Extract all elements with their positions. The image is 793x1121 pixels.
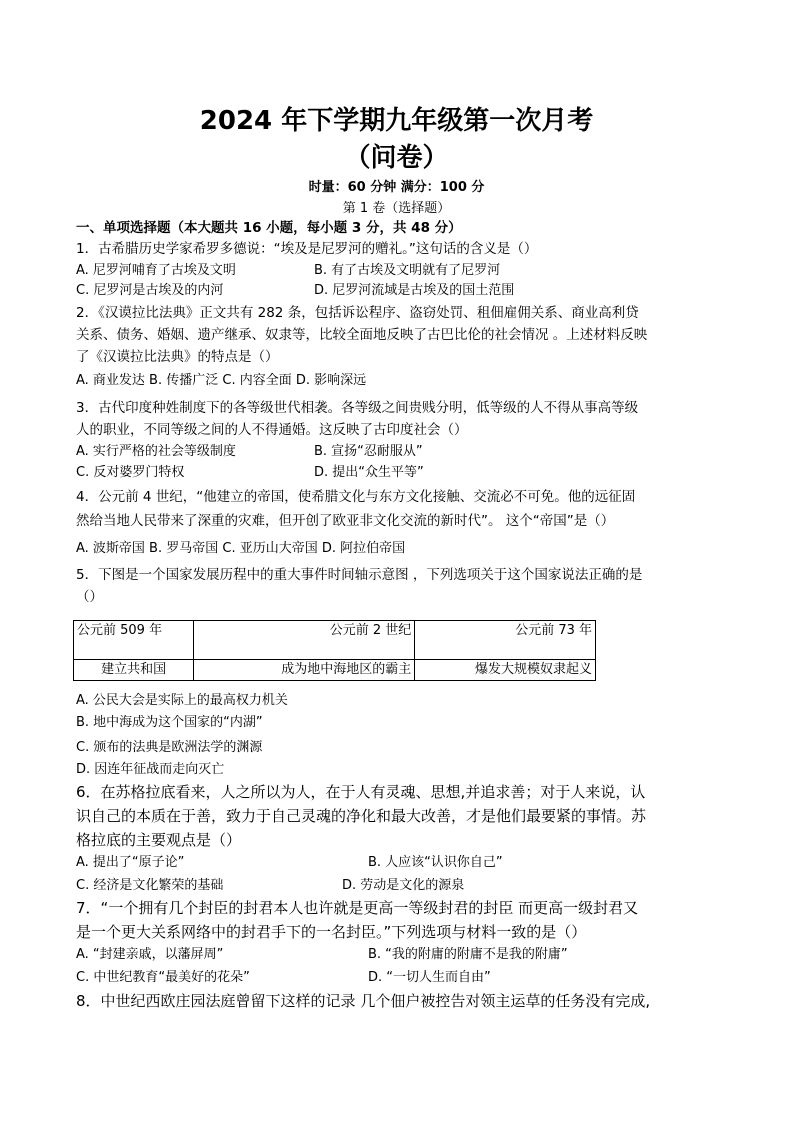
- q3-option-d: D. 提出“众生平等”: [314, 465, 424, 480]
- timeline-event-1: 建立共和国: [74, 660, 194, 681]
- q5-option-d: D. 因连年征战而走向灭亡: [76, 762, 225, 777]
- q2-line-2: 关系、债务、婚姻、遗产继承、奴隶等，比较全面地反映了古巴比伦的社会情况 。上述材料反映: [76, 327, 648, 343]
- q7-option-d: D. “一切人生而自由”: [368, 970, 491, 985]
- q1-option-c: C. 尼罗河是古埃及的内河: [76, 283, 224, 298]
- exam-volume: 第 1 卷（选择题）: [342, 201, 451, 216]
- q6-line-2: 识自己的本质在于善，致力于自己灵魂的净化和最大改善，才是他们最要紧的事情。苏: [76, 807, 647, 825]
- q2-options: A. 商业发达 B. 传播广泛 C. 内容全面 D. 影响深远: [76, 373, 367, 388]
- q1-option-a: A. 尼罗河哺育了古埃及文明: [76, 263, 236, 278]
- q3-option-b: B. 宣扬“忍耐服从”: [314, 444, 423, 459]
- timeline-date-3: 公元前 73 年: [415, 621, 596, 660]
- q5-option-b: B. 地中海成为这个国家的“内湖”: [76, 715, 263, 730]
- q7-line-2: 是一个更大关系网络中的封君手下的一名封臣。”下列选项与材料一致的是（）: [76, 923, 587, 941]
- q1-stem: 1．古希腊历史学家希罗多德说：“埃及是尼罗河的赠礼。”这句话的含义是（）: [76, 241, 538, 257]
- exam-title: 2024 年下学期九年级第一次月考: [199, 106, 594, 136]
- q2-line-1: 2．《汉谟拉比法典》正文共有 282 条，包括诉讼程序、盗窃处罚、租佃雇佣关系、商业高利贷: [76, 305, 639, 321]
- q3-line-2: 人的职业，不同等级之间的人不得通婚。这反映了古印度社会（）: [76, 422, 468, 438]
- q5-line-2: （）: [76, 589, 103, 605]
- q7-option-a: A. “封建亲戚，以藩屏周”: [76, 947, 224, 962]
- timeline-date-2: 公元前 2 世纪: [194, 621, 415, 660]
- q1-option-d: D. 尼罗河流域是古埃及的国土范围: [314, 283, 515, 298]
- timeline-event-3: 爆发大规模奴隶起义: [415, 660, 596, 681]
- q1-option-b: B. 有了古埃及文明就有了尼罗河: [314, 263, 501, 278]
- exam-time-score: 时量：60 分钟 满分：100 分: [308, 180, 485, 195]
- q3-option-c: C. 反对婆罗门特权: [76, 465, 185, 480]
- q5-timeline-table: [73, 620, 596, 681]
- q3-line-1: 3．古代印度种姓制度下的各等级世代相袭。各等级之间贵贱分明，低等级的人不得从事高等级: [76, 400, 639, 416]
- q7-option-b: B. “我的附庸的附庸不是我的附庸”: [368, 947, 568, 962]
- q5-line-1: 5．下图是一个国家发展历程中的重大事件时间轴示意图 ，下列选项关于这个国家说法正确的是: [76, 567, 643, 583]
- q5-option-c: C. 颁布的法典是欧洲法学的渊源: [76, 740, 263, 755]
- timeline-date-1: 公元前 509 年: [74, 621, 194, 660]
- q6-option-c: C. 经济是文化繁荣的基础: [76, 878, 224, 893]
- q4-options: A. 波斯帝国 B. 罗马帝国 C. 亚历山大帝国 D. 阿拉伯帝国: [76, 541, 406, 556]
- section-heading: 一、单项选择题（本大题共 16 小题，每小题 3 分，共 48 分）: [76, 220, 462, 236]
- timeline-event-2: 成为地中海地区的霸主: [194, 660, 415, 681]
- q6-option-a: A. 提出了“原子论”: [76, 855, 185, 870]
- q6-option-b: B. 人应该“认识你自己”: [368, 855, 503, 870]
- q4-line-1: 4．公元前 4 世纪，“他建立的帝国，使希腊文化与东方文化接触、交流必不可免。他的远征固: [76, 489, 636, 505]
- q2-line-3: 了《汉谟拉比法典》的特点是（）: [76, 349, 279, 365]
- q3-option-a: A. 实行严格的社会等级制度: [76, 444, 236, 459]
- exam-subtitle: （问卷）: [344, 143, 449, 173]
- timeline-event-row: [74, 660, 596, 681]
- q4-line-2: 然给当地人民带来了深重的灾难，但开创了欧亚非文化交流的新时代”。 这个“帝国”是（）: [76, 513, 615, 529]
- q7-option-c: C. 中世纪教育“最美好的花朵”: [76, 970, 250, 985]
- q6-option-d: D. 劳动是文化的源泉: [342, 878, 465, 893]
- q5-option-a: A. 公民大会是实际上的最高权力机关: [76, 693, 288, 708]
- q8-line-1: 8．中世纪西欧庄园法庭曾留下这样的记录 几个佃户被控告对领主运草的任务没有完成,: [76, 992, 651, 1010]
- timeline-date-row: [74, 621, 596, 660]
- q7-line-1: 7．“一个拥有几个封臣的封君本人也许就是更高一等级封君的封臣 而更高一级封君又: [76, 899, 639, 917]
- q6-line-3: 格拉底的主要观点是（）: [76, 831, 242, 849]
- q6-line-1: 6．在苏格拉底看来，人之所以为人，在于人有灵魂、思想,并追求善；对于人来说，认: [76, 783, 646, 801]
